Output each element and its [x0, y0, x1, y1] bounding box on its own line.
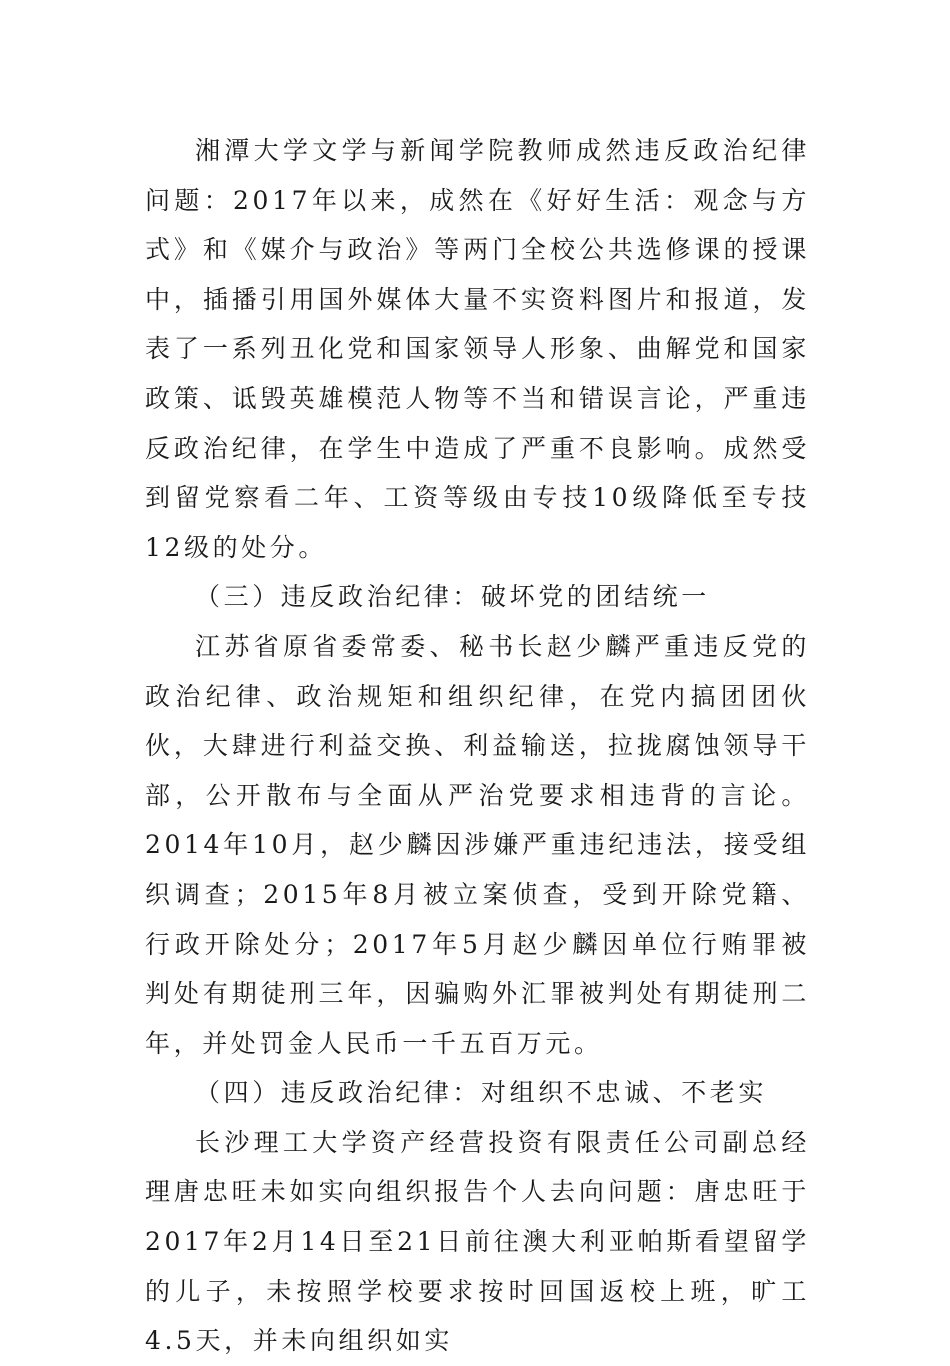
document-body: [145, 126, 810, 1366]
paragraph-case-zhao-shaolin: 江苏省原省委常委、秘书长赵少麟严重违反党的政治纪律、政治规矩和组织纪律，在党内搞团团伙伙，大肆进行利益交换、利益输送，拉拢腐蚀领导干部，公开散布与全面从严治党要求相违背的言论。2014年10月，赵少麟因涉嫌严重违纪违法，接受组织调查；2015年8月被立案侦查，受到开除党籍、行政开除处分；2017年5月赵少麟因单位行贿罪被判处有期徒刑三年，因骗购外汇罪被判处有期徒刑二年，并处罚金人民币一千五百万元。: [145, 631, 810, 1058]
paragraph-case-cheng-ran: 湘潭大学文学与新闻学院教师成然违反政治纪律问题：2017年以来，成然在《好好生活：观念与方式》和《媒介与政治》等两门全校公共选修课的授课中，插播引用国外媒体大量不实资料图片和报道，发表了一系列丑化党和国家领导人形象、曲解党和国家政策、诋毁英雄模范人物等不当和错误言论，严重违反政治纪律，在学生中造成了严重不良影响。成然受到留党察看二年、工资等级由专技10级降低至专技12级的处分。: [145, 136, 810, 562]
paragraph-case-tang-zhongwang: 长沙理工大学资产经营投资有限责任公司副总经理唐忠旺未如实向组织报告个人去向问题：唐忠旺于2017年2月14日至21日前往澳大利亚帕斯看望留学的儿子，未按照学校要求按时回国返校上班，旷工4.5天，并未向组织如实: [145, 1127, 810, 1356]
section-heading-4: （四）违反政治纪律：对组织不忠诚、不老实: [195, 1078, 768, 1108]
section-heading-3: （三）违反政治纪律：破坏党的团结统一: [195, 582, 710, 612]
